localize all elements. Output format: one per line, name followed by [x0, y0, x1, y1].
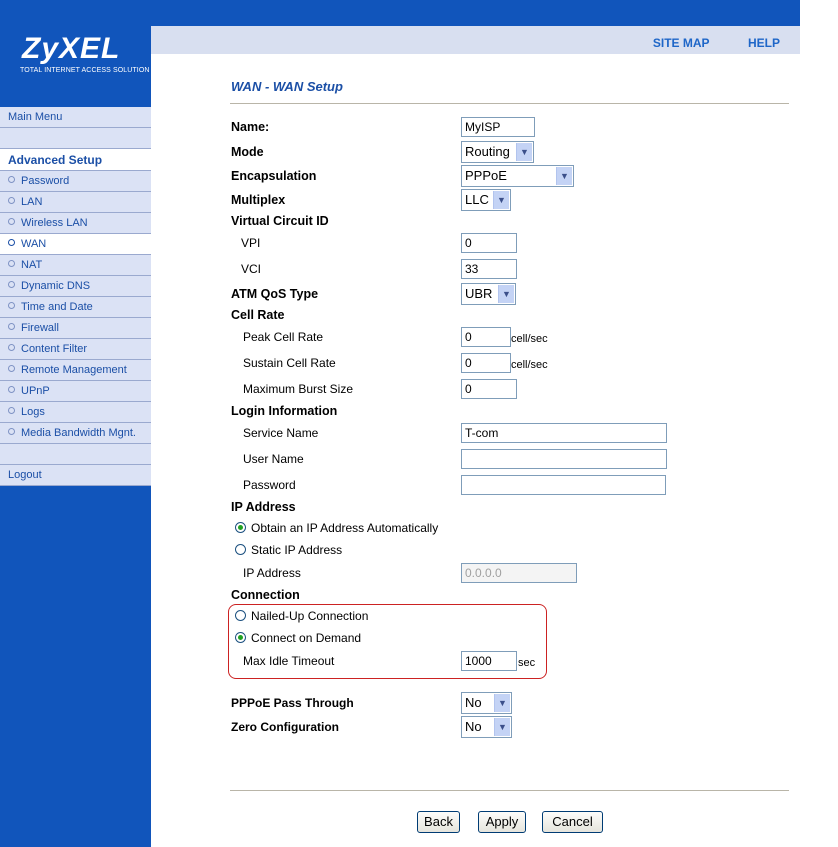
sidebar-item-firewall[interactable]: Firewall	[0, 318, 151, 339]
mode-select[interactable]: Routing ▼	[461, 141, 534, 163]
bullet-icon	[8, 344, 15, 351]
bottom-divider	[230, 790, 789, 791]
sidebar-spacer	[0, 444, 151, 465]
sidebar-item-upnp[interactable]: UPnP	[0, 381, 151, 402]
top-nav	[619, 34, 780, 52]
name-label: Name:	[231, 120, 270, 134]
logo-text: ZyXEL	[22, 32, 121, 65]
static-ip-label: Static IP Address	[251, 543, 343, 557]
ip-address-label: IP Address	[243, 566, 301, 580]
sidebar-item-time-and-date[interactable]: Time and Date	[0, 297, 151, 318]
max-idle-timeout-label: Max Idle Timeout	[243, 654, 335, 668]
mode-label: Mode	[231, 145, 264, 159]
max-burst-size-label: Maximum Burst Size	[243, 382, 354, 396]
sidebar-item-password[interactable]: Password	[0, 171, 151, 192]
service-name-field[interactable]: T-com	[461, 423, 667, 443]
max-idle-timeout-unit: sec	[518, 657, 536, 669]
apply-button[interactable]: Apply	[478, 811, 526, 833]
sustain-cell-rate-unit: cell/sec	[511, 359, 548, 371]
bullet-icon	[8, 386, 15, 393]
password-label: Password	[243, 478, 296, 492]
multiplex-label: Multiplex	[231, 193, 286, 207]
ip-address-field[interactable]: 0.0.0.0	[461, 563, 577, 583]
user-name-field[interactable]	[461, 449, 667, 469]
sidebar-item-logs[interactable]: Logs	[0, 402, 151, 423]
chevron-down-icon: ▼	[498, 285, 514, 303]
password-field[interactable]	[461, 475, 666, 495]
peak-cell-rate-label: Peak Cell Rate	[243, 330, 324, 344]
nailed-up-label: Nailed-Up Connection	[251, 609, 369, 623]
bullet-icon	[8, 407, 15, 414]
content-corner	[151, 54, 191, 94]
connection-label: Connection	[231, 588, 300, 602]
encapsulation-select[interactable]: PPPoE ▼	[461, 165, 574, 187]
sustain-cell-rate-label: Sustain Cell Rate	[243, 356, 336, 370]
max-idle-timeout-field[interactable]: 1000	[461, 651, 517, 671]
connect-on-demand-radio[interactable]	[235, 632, 246, 643]
back-button[interactable]: Back	[417, 811, 460, 833]
bullet-icon	[8, 260, 15, 267]
sidebar	[0, 0, 151, 847]
encapsulation-label: Encapsulation	[231, 169, 317, 183]
cancel-button[interactable]: Cancel	[542, 811, 603, 833]
chevron-down-icon: ▼	[556, 167, 572, 185]
static-ip-radio[interactable]	[235, 544, 246, 555]
bullet-icon	[8, 239, 15, 246]
site-map-link[interactable]: SITE MAP	[652, 36, 710, 50]
bullet-icon	[8, 176, 15, 183]
peak-cell-rate-unit: cell/sec	[511, 333, 548, 345]
ip-address-section-label: IP Address	[231, 500, 296, 514]
title-divider	[230, 103, 789, 104]
user-name-label: User Name	[243, 452, 304, 466]
page-title: WAN - WAN Setup	[231, 79, 343, 94]
vci-field[interactable]: 33	[461, 259, 517, 279]
bullet-icon	[8, 197, 15, 204]
vci-label: VCI	[241, 262, 262, 276]
sidebar-item-media-bandwidth[interactable]: Media Bandwidth Mgnt.	[0, 423, 151, 444]
sidebar-item-lan[interactable]: LAN	[0, 192, 151, 213]
bullet-icon	[8, 218, 15, 225]
logo-tagline: TOTAL INTERNET ACCESS SOLUTION	[20, 67, 150, 74]
virtual-circuit-label: Virtual Circuit ID	[231, 214, 329, 228]
sidebar-main-menu[interactable]: Main Menu	[0, 107, 151, 128]
zero-config-label: Zero Configuration	[231, 720, 339, 734]
atm-qos-select[interactable]: UBR ▼	[461, 283, 516, 305]
sidebar-item-nat[interactable]: NAT	[0, 255, 151, 276]
nailed-up-radio[interactable]	[235, 610, 246, 621]
obtain-ip-auto-label: Obtain an IP Address Automatically	[251, 521, 439, 535]
sidebar-item-content-filter[interactable]: Content Filter	[0, 339, 151, 360]
chevron-down-icon: ▼	[493, 191, 509, 209]
pppoe-pass-select[interactable]: No ▼	[461, 692, 512, 714]
vpi-label: VPI	[241, 236, 261, 250]
obtain-ip-auto-radio[interactable]	[235, 522, 246, 533]
connect-on-demand-label: Connect on Demand	[251, 631, 362, 645]
sidebar-item-wan[interactable]: WAN	[0, 234, 151, 255]
sidebar-item-wireless-lan[interactable]: Wireless LAN	[0, 213, 151, 234]
peak-cell-rate-field[interactable]: 0	[461, 327, 511, 347]
sidebar-spacer	[0, 128, 151, 149]
max-burst-size-field[interactable]: 0	[461, 379, 517, 399]
name-field[interactable]: MyISP	[461, 117, 535, 137]
bullet-icon	[8, 428, 15, 435]
sidebar-menu	[0, 107, 151, 486]
zyxel-logo	[4, 26, 150, 78]
vpi-field[interactable]: 0	[461, 233, 517, 253]
multiplex-select[interactable]: LLC ▼	[461, 189, 511, 211]
bullet-icon	[8, 302, 15, 309]
service-name-label: Service Name	[243, 426, 319, 440]
help-link[interactable]: HELP	[747, 36, 780, 50]
chevron-down-icon: ▼	[494, 718, 510, 736]
sidebar-item-remote-management[interactable]: Remote Management	[0, 360, 151, 381]
bullet-icon	[8, 323, 15, 330]
chevron-down-icon: ▼	[494, 694, 510, 712]
sidebar-item-dynamic-dns[interactable]: Dynamic DNS	[0, 276, 151, 297]
login-info-label: Login Information	[231, 404, 338, 418]
cell-rate-label: Cell Rate	[231, 308, 285, 322]
sidebar-logout[interactable]: Logout	[0, 465, 151, 486]
bullet-icon	[8, 365, 15, 372]
bullet-icon	[8, 281, 15, 288]
zero-config-select[interactable]: No ▼	[461, 716, 512, 738]
sidebar-section-title: Advanced Setup	[0, 149, 151, 171]
sustain-cell-rate-field[interactable]: 0	[461, 353, 511, 373]
chevron-down-icon: ▼	[516, 143, 532, 161]
pppoe-pass-label: PPPoE Pass Through	[231, 696, 354, 710]
atm-qos-label: ATM QoS Type	[231, 287, 319, 301]
